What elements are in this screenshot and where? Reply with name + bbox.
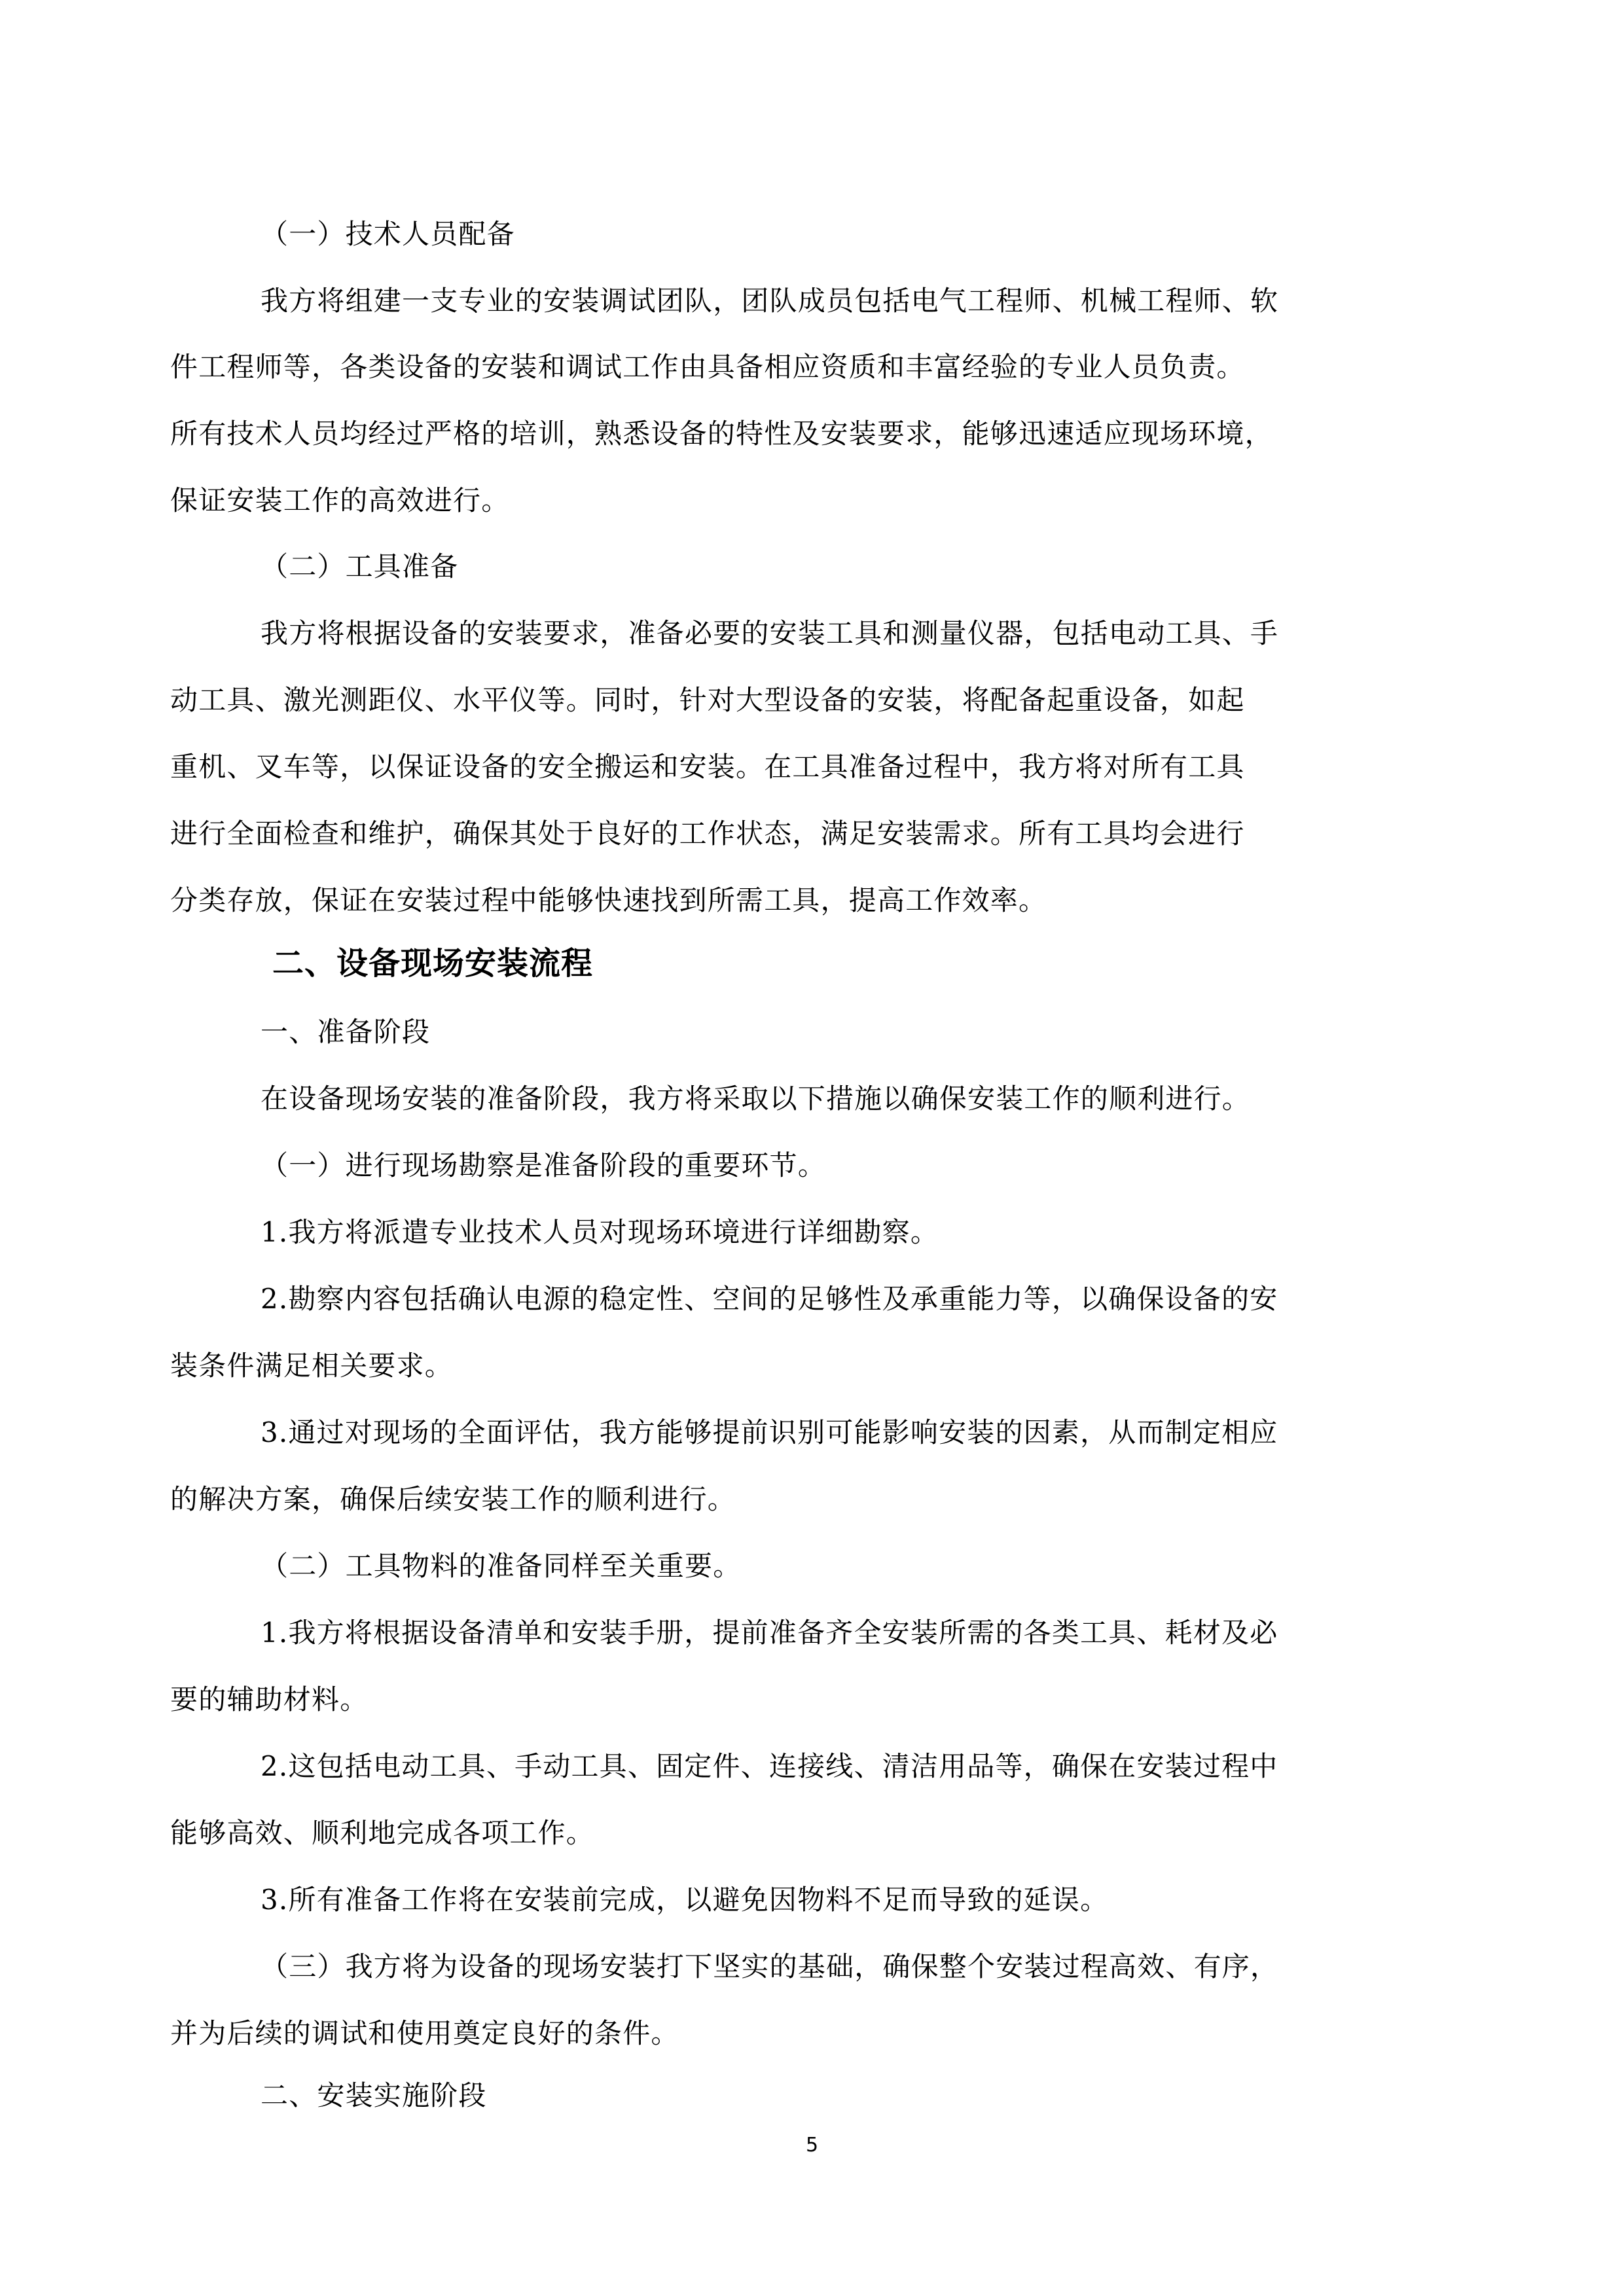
paragraph-line: 进行全面检查和维护，确保其处于良好的工作状态，满足安装需求。所有工具均会进行 (170, 817, 1245, 850)
list-item: 3.通过对现场的全面评估，我方能够提前识别可能影响安装的因素，从而制定相应 (261, 1416, 1278, 1448)
list-item-continuation: 要的辅助材料。 (170, 1683, 369, 1715)
paragraph-line: 件工程师等，各类设备的安装和调试工作由具备相应资质和丰富经验的专业人员负责。 (170, 351, 1245, 383)
subheading-site-survey: （一）进行现场勘察是准备阶段的重要环节。 (261, 1149, 827, 1181)
list-item: 3.所有准备工作将在安装前完成，以避免因物料不足而导致的延误。 (261, 1884, 1109, 1916)
subheading-materials: （二）工具物料的准备同样至关重要。 (261, 1550, 742, 1582)
paragraph-line: 重机、叉车等，以保证设备的安全搬运和安装。在工具准备过程中，我方将对所有工具 (170, 751, 1245, 783)
subheading-preparation-stage: 一、准备阶段 (261, 1016, 431, 1048)
list-item: 1.我方将派遣专业技术人员对现场环境进行详细勘察。 (261, 1216, 939, 1248)
list-item: 1.我方将根据设备清单和安装手册，提前准备齐全安装所需的各类工具、耗材及必 (261, 1617, 1278, 1649)
section-heading: 二、设备现场安装流程 (272, 945, 594, 982)
subheading-personnel: （一）技术人员配备 (261, 218, 515, 250)
paragraph-line: 所有技术人员均经过严格的培训，熟悉设备的特性及安装要求，能够迅速适应现场环境， (170, 418, 1273, 450)
paragraph-line: 我方将组建一支专业的安装调试团队，团队成员包括电气工程师、机械工程师、软 (261, 285, 1279, 317)
list-item-continuation: 的解决方案，确保后续安装工作的顺利进行。 (170, 1483, 736, 1515)
paragraph-line: 动工具、激光测距仪、水平仪等。同时，针对大型设备的安装，将配备起重设备，如起 (170, 684, 1245, 716)
paragraph-line: 分类存放，保证在安装过程中能够快速找到所需工具，提高工作效率。 (170, 884, 1047, 916)
paragraph-line: 并为后续的调试和使用奠定良好的条件。 (170, 2017, 679, 2049)
subheading-tools: （二）工具准备 (261, 550, 459, 583)
page-number: 5 (805, 2134, 819, 2157)
subheading-foundation: （三）我方将为设备的现场安装打下坚实的基础，确保整个安装过程高效、有序， (261, 1950, 1279, 1982)
subheading-implementation-stage: 二、安装实施阶段 (261, 2079, 487, 2111)
list-item-continuation: 装条件满足相关要求。 (170, 1350, 454, 1382)
paragraph-line: 在设备现场安装的准备阶段，我方将采取以下措施以确保安装工作的顺利进行。 (261, 1083, 1251, 1115)
list-item: 2.这包括电动工具、手动工具、固定件、连接线、清洁用品等，确保在安装过程中 (261, 1750, 1278, 1782)
paragraph-line: 我方将根据设备的安装要求，准备必要的安装工具和测量仪器，包括电动工具、手 (261, 617, 1279, 649)
paragraph-line: 保证安装工作的高效进行。 (170, 484, 510, 516)
list-item-continuation: 能够高效、顺利地完成各项工作。 (170, 1817, 595, 1849)
list-item: 2.勘察内容包括确认电源的稳定性、空间的足够性及承重能力等，以确保设备的安 (261, 1283, 1278, 1315)
